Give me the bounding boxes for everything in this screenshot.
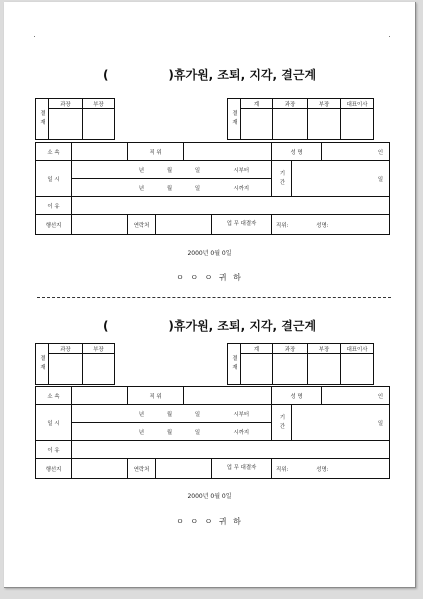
contact-label: 연락처 xyxy=(128,215,156,235)
month-cell: 월 xyxy=(156,423,184,441)
contact-field[interactable] xyxy=(156,459,212,479)
destination-label: 행선지 xyxy=(36,459,72,479)
approval-col-header: 대표이사 xyxy=(341,344,374,354)
period-label: 일 시 xyxy=(36,161,72,197)
from-suffix: 시부터 xyxy=(212,161,272,179)
substitute-label: 업 무 대결자 xyxy=(212,459,272,479)
day-cell: 일 xyxy=(184,405,212,423)
approval-col-header: 계 xyxy=(241,344,273,354)
month-cell: 월 xyxy=(156,161,184,179)
contact-label: 연락처 xyxy=(128,459,156,479)
position-field[interactable] xyxy=(184,387,272,405)
seal-mark: 인 xyxy=(377,393,384,400)
reason-field[interactable] xyxy=(72,197,390,215)
recipient-line: ㅇ ㅇ ㅇ 귀 하 xyxy=(176,273,243,282)
approval-col-header: 대표이사 xyxy=(341,99,374,109)
approval-sign-box[interactable] xyxy=(241,354,273,385)
form-title: ( )휴가원, 조퇴, 지각, 결근계 xyxy=(102,68,317,82)
day-cell: 일 xyxy=(184,179,212,197)
month-cell: 월 xyxy=(156,179,184,197)
dept-field[interactable] xyxy=(72,387,128,405)
substitute-field[interactable]: 직위: 성명: xyxy=(272,215,390,235)
approval-sign-box[interactable] xyxy=(273,109,308,140)
duration-label: 기 간 xyxy=(272,405,292,441)
approval-sign-box[interactable] xyxy=(308,354,341,385)
approval-sign-box[interactable] xyxy=(49,354,83,385)
year-cell: 년 xyxy=(128,161,156,179)
day-cell: 일 xyxy=(184,161,212,179)
approval-label-left: 결 재 xyxy=(36,99,49,140)
date-line: 2000년 0월 0일 xyxy=(187,493,232,500)
name-field[interactable] xyxy=(322,387,390,405)
destination-label: 행선지 xyxy=(36,215,72,235)
approval-table xyxy=(35,98,409,140)
approval-sign-box[interactable] xyxy=(341,354,374,385)
name-label: 성 명 xyxy=(272,387,322,405)
approval-col-header: 과장 xyxy=(49,344,83,354)
approval-sign-box[interactable] xyxy=(341,109,374,140)
substitute-field[interactable]: 직위: 성명: xyxy=(272,459,390,479)
dept-label: 소 속 xyxy=(36,387,72,405)
approval-label-right: 결 재 xyxy=(228,344,241,385)
seal-mark: 인 xyxy=(377,149,384,156)
approval-col-header: 부장 xyxy=(308,344,341,354)
request-table xyxy=(35,386,390,479)
approval-col-header: 부장 xyxy=(83,344,115,354)
approval-col-header: 과장 xyxy=(273,99,308,109)
duration-field[interactable]: 일 xyxy=(292,405,390,441)
approval-label-right: 결 재 xyxy=(228,99,241,140)
position-label: 직 위 xyxy=(128,143,184,161)
reason-field[interactable] xyxy=(72,441,390,459)
to-suffix: 시까지 xyxy=(212,179,272,197)
duration-field[interactable]: 일 xyxy=(292,161,390,197)
crop-mark xyxy=(34,36,35,37)
year-cell: 년 xyxy=(128,405,156,423)
name-field[interactable] xyxy=(322,143,390,161)
crop-mark xyxy=(389,36,390,37)
cut-line xyxy=(37,297,391,298)
approval-col-header: 부장 xyxy=(83,99,115,109)
position-field[interactable] xyxy=(184,143,272,161)
dept-label: 소 속 xyxy=(36,143,72,161)
approval-col-header: 부장 xyxy=(308,99,341,109)
approval-col-header: 과장 xyxy=(49,99,83,109)
approval-label-left: 결 재 xyxy=(36,344,49,385)
month-cell: 월 xyxy=(156,405,184,423)
substitute-label: 업 무 대결자 xyxy=(212,215,272,235)
to-suffix: 시까지 xyxy=(212,423,272,441)
year-cell: 년 xyxy=(128,179,156,197)
duration-label: 기 간 xyxy=(272,161,292,197)
approval-table xyxy=(35,343,409,385)
reason-label: 이 유 xyxy=(36,441,72,459)
approval-col-header: 계 xyxy=(241,99,273,109)
form-title: ( )휴가원, 조퇴, 지각, 결근계 xyxy=(102,319,317,333)
approval-sign-box[interactable] xyxy=(273,354,308,385)
destination-field[interactable] xyxy=(72,459,128,479)
request-table xyxy=(35,142,390,235)
period-label: 일 시 xyxy=(36,405,72,441)
name-label: 성 명 xyxy=(272,143,322,161)
approval-sign-box[interactable] xyxy=(241,109,273,140)
dept-field[interactable] xyxy=(72,143,128,161)
from-suffix: 시부터 xyxy=(212,405,272,423)
approval-sign-box[interactable] xyxy=(308,109,341,140)
day-cell: 일 xyxy=(184,423,212,441)
position-label: 직 위 xyxy=(128,387,184,405)
document-page xyxy=(4,2,416,588)
destination-field[interactable] xyxy=(72,215,128,235)
approval-col-header: 과장 xyxy=(273,344,308,354)
recipient-line: ㅇ ㅇ ㅇ 귀 하 xyxy=(176,517,243,526)
approval-sign-box[interactable] xyxy=(83,354,115,385)
contact-field[interactable] xyxy=(156,215,212,235)
approval-sign-box[interactable] xyxy=(83,109,115,140)
reason-label: 이 유 xyxy=(36,197,72,215)
approval-sign-box[interactable] xyxy=(49,109,83,140)
year-cell: 년 xyxy=(128,423,156,441)
date-line: 2000년 0월 0일 xyxy=(187,250,232,257)
